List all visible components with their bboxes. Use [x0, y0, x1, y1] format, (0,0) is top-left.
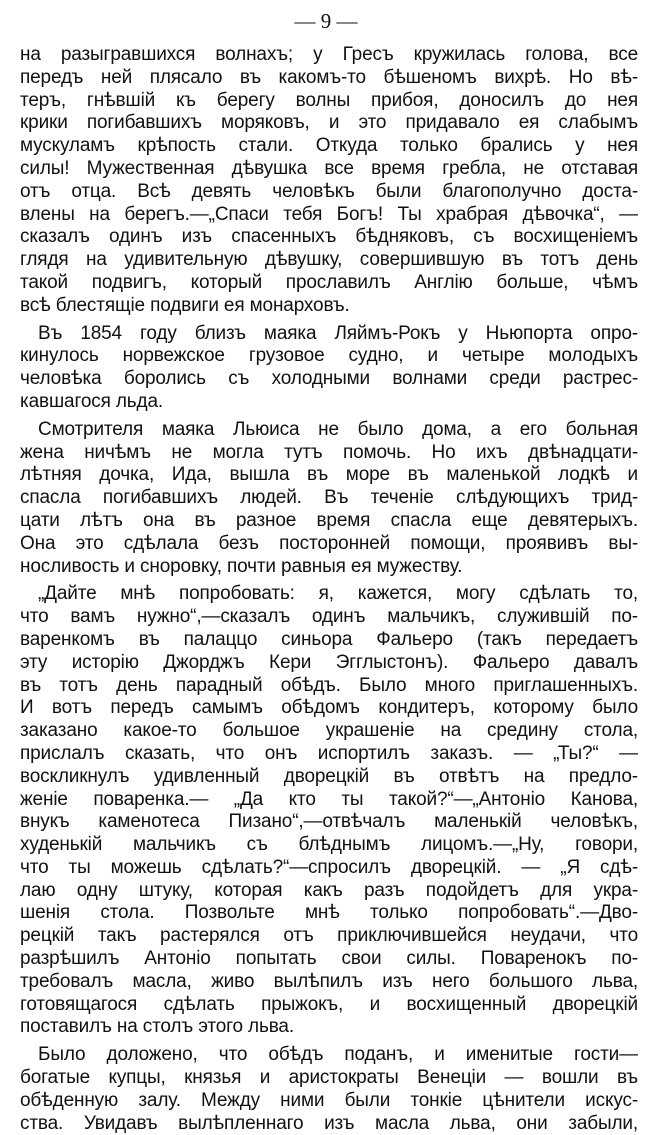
text-line: поставилъ на столъ этого льва.: [20, 1016, 294, 1038]
text-line: носливость и сноровку, почти равныя ея мужеству.: [20, 555, 463, 577]
text-line: И вотъ передъ самымъ обѣдомъ кондитеръ, которому было: [20, 697, 638, 719]
text-line: эту исторію Джорджъ Кери Эгглыстонъ). Фальеро давалъ: [20, 651, 638, 673]
text-line: заказано какое-то большое украшеніе на средину стола,: [20, 720, 638, 742]
text-line: разрѣшилъ Антоніо попытать свои силы. Поваренокъ по-: [20, 948, 638, 970]
text-line: крики погибавшихъ моряковъ, и это придавало ея слабымъ: [20, 112, 638, 134]
text-line: кинулось норвежское грузовое судно, и четыре молодыхъ: [20, 345, 638, 367]
text-line: что вамъ нужно“,—сказалъ одинъ мальчикъ, служившій по-: [20, 606, 638, 628]
text-line: „Дайте мнѣ попробовать: я, кажется, могу сдѣлать то,: [38, 583, 638, 605]
text-line: глядя на удивительную дѣвушку, совершившую въ тотъ день: [20, 249, 638, 271]
text-line: всѣ блестящіе подвиги ея монарховъ.: [20, 294, 350, 316]
text-line: Было доложено, что обѣдъ поданъ, и именитые гости—: [38, 1044, 638, 1066]
text-line: сказалъ одинъ изъ спасенныхъ бѣдняковъ, съ восхищеніемъ: [20, 226, 638, 248]
text-line: цати лѣтъ она въ разное время спасла еще девятерыхъ.: [20, 509, 638, 531]
text-line: отъ отца. Всѣ девять человѣкъ были благополучно доста-: [20, 180, 638, 202]
text-line: шенія стола. Позвольте мнѣ только попробовать“.—Дво-: [20, 902, 638, 924]
text-line: обѣденную залу. Между ними были тонкіе цѣнители искус-: [20, 1089, 638, 1111]
text-line: Въ 1854 году близъ маяка Ляймъ-Рокъ у Ньюпорта опро-: [38, 322, 638, 344]
text-line: что ты можешь сдѣлать?“—спросилъ дворецкій. — „Я сдѣ-: [20, 856, 638, 878]
text-line: спасла погибавшихъ людей. Въ теченіе слѣдующихъ трид-: [20, 487, 638, 509]
text-line: передъ ней плясало въ какомъ-то бѣшеномъ вихрѣ. Но вѣ-: [20, 66, 638, 88]
paragraph-1: [20, 44, 638, 318]
text-line: внукъ каменотеса Пизано“,—отвѣчалъ маленькій человѣкъ,: [20, 811, 638, 833]
paragraph-4: [20, 583, 638, 1039]
text-line: такой подвигъ, который прославилъ Англію больше, чѣмъ: [20, 271, 638, 293]
text-line: женіе поваренка.— „Да кто ты такой?“—„Антоніо Канова,: [20, 788, 638, 810]
paragraph-2: [20, 323, 638, 414]
text-line: прислалъ сказать, что онъ испортилъ заказъ. — „Ты?“ —: [20, 742, 638, 764]
text-line: готовящагося сдѣлать прыжокъ, и восхищенный дворецкій: [20, 993, 638, 1015]
text-line: кавшагося льда.: [20, 390, 164, 412]
text-line: жена ничѣмъ не могла тутъ помочь. Но ихъ двѣнадцати-: [20, 441, 638, 463]
paragraph-5: [20, 1044, 638, 1135]
text-line: влены на берегъ.—„Спаси тебя Богъ! Ты храбрая дѣвочка“, —: [20, 203, 638, 225]
text-line: человѣка боролись съ холодными волнами среди растрес-: [20, 368, 638, 390]
text-line: воскликнулъ удивленный дворецкій въ отвѣтъ на предло-: [20, 765, 638, 787]
text-line: богатые купцы, князья и аристократы Венеціи — вошли въ: [20, 1067, 638, 1089]
text-line: лѣтняя дочка, Ида, вышла въ море въ маленькой лодкѣ и: [20, 464, 638, 486]
text-line: теръ, гнѣвшій къ берегу волны прибоя, доносилъ до нея: [20, 89, 638, 111]
text-line: лаю одну штуку, которая какъ разъ подойдетъ для укра-: [20, 879, 638, 901]
text-line: Она это сдѣлала безъ посторонней помощи, проявивъ вы-: [20, 532, 638, 554]
text-line: требовалъ масла, живо вылѣпилъ изъ него большого льва,: [20, 970, 638, 992]
page-number: — 9 —: [294, 9, 358, 33]
text-line: худенькій мальчикъ съ блѣднымъ лицомъ.—„Ну, говори,: [20, 834, 638, 856]
text-line: мускуламъ крѣпость стали. Откуда только брались у нея: [20, 135, 638, 157]
text-line: ства. Увидавъ вылѣпленнаго изъ масла льва, они забыли,: [20, 1112, 638, 1134]
paragraph-3: [20, 419, 638, 579]
body-text: [20, 44, 638, 1135]
text-line: силы! Мужественная дѣвушка все время гребла, не отставая: [20, 157, 638, 179]
text-line: рецкій такъ растерялся отъ приключившейся неудачи, что: [20, 925, 638, 947]
text-line: Смотрителя маяка Льюиса не было дома, а его больная: [38, 418, 638, 440]
text-line: на разыгравшихся волнахъ; у Гресъ кружилась голова, все: [20, 44, 638, 65]
text-line: въ тотъ день парадный обѣдъ. Было много приглашенныхъ.: [20, 674, 638, 696]
text-line: варенкомъ въ палаццо синьора Фальеро (такъ передаетъ: [20, 628, 638, 650]
